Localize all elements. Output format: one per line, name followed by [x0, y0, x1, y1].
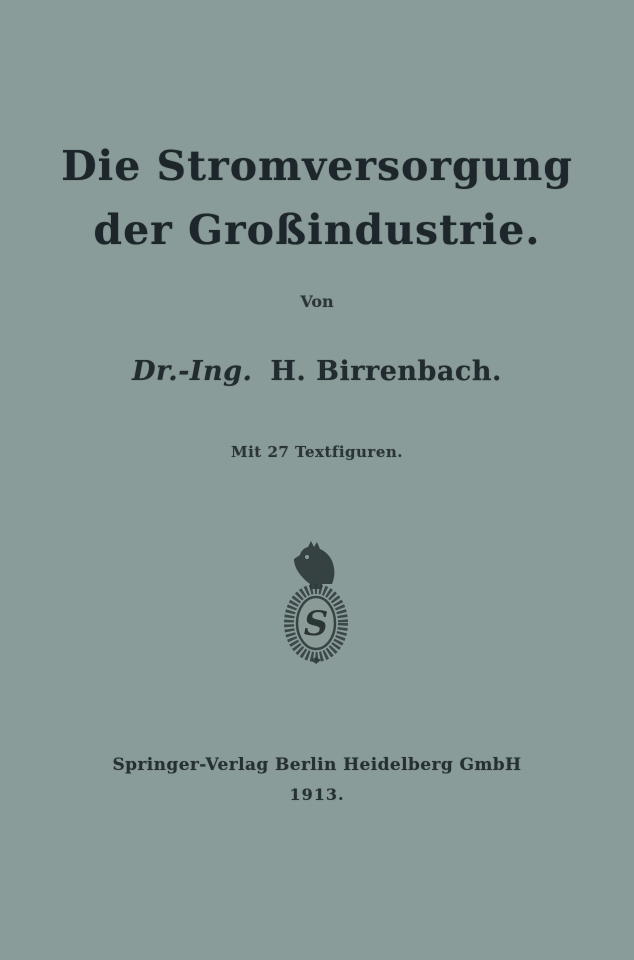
- figures-note: Mit 27 Textfiguren.: [230, 443, 404, 461]
- author-degree-prefix: Dr.-Ing.: [132, 356, 253, 387]
- springer-horse-emblem-icon: [273, 540, 361, 664]
- horse-head-shape: [294, 541, 334, 584]
- author-name: H. Birrenbach.: [270, 356, 502, 387]
- byline-label: Von: [300, 292, 334, 311]
- book-title: [0, 134, 634, 262]
- publisher-line: Springer-Verlag Berlin Heidelberg GmbH: [112, 755, 522, 775]
- book-title-line2: der Großindustrie.: [93, 206, 541, 254]
- book-title-line1: Die Stromversorgung: [61, 142, 573, 190]
- publisher-emblem: [0, 540, 634, 664]
- horse-eye: [305, 555, 309, 559]
- emblem-letter: S: [303, 604, 329, 644]
- year-line: 1913.: [289, 785, 345, 804]
- author-line: [0, 356, 634, 387]
